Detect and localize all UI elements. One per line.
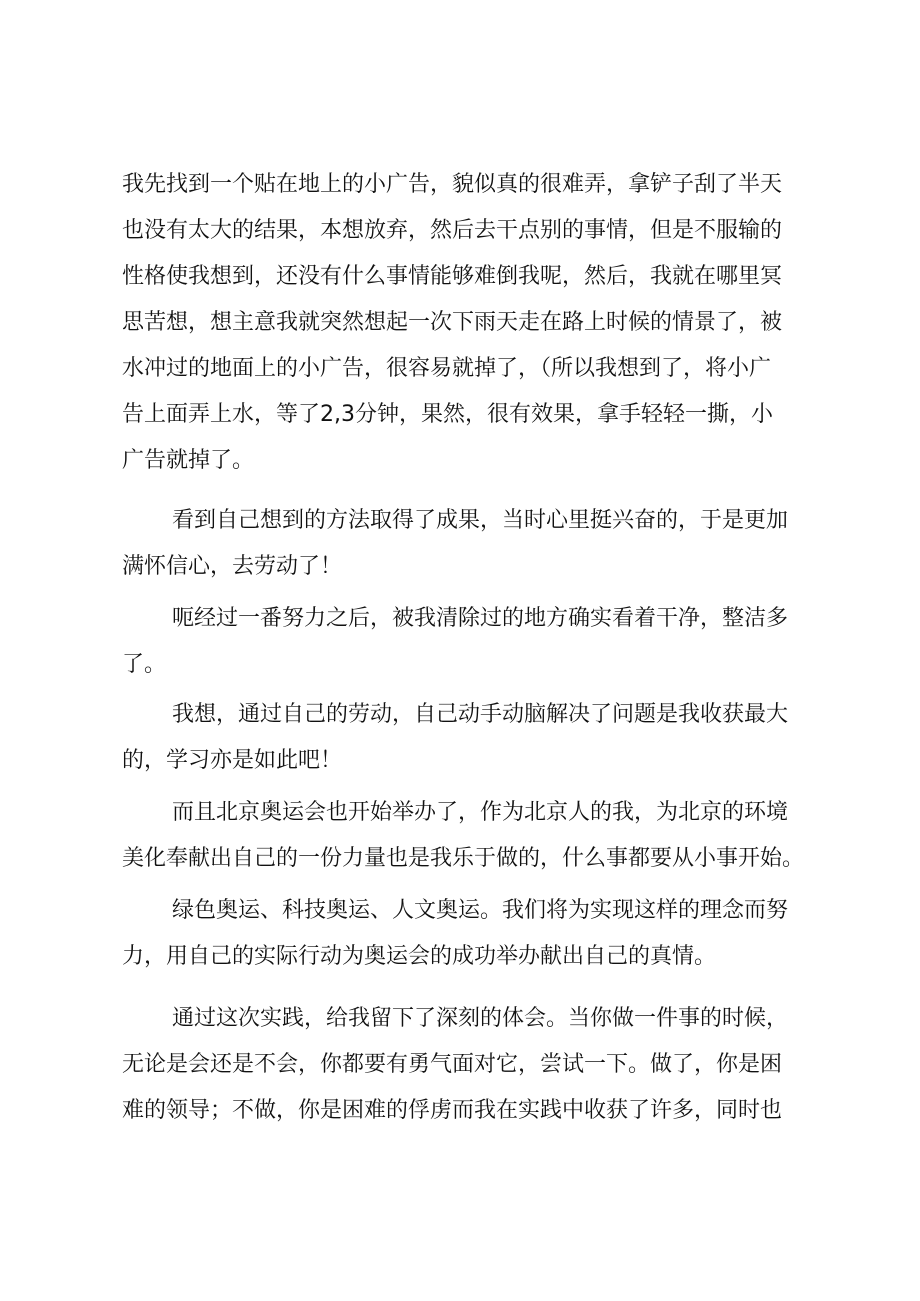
- text-line: 告上面弄上水，等了2,3分钟，果然，很有效果，拿手轻轻一撕，小: [122, 402, 773, 427]
- text-line: 呃经过一番努力之后，被我清除过的地方确实看着干净，整洁多: [172, 606, 789, 631]
- text-line: 广告就掉了。: [122, 448, 255, 473]
- text-line: 美化奉献出自己的一份力量也是我乐于做的，什么事都要从小事开始。: [122, 846, 805, 871]
- text-line: 满怀信心，去劳动了！: [122, 554, 343, 579]
- text-line: 无论是会还是不会，你都要有勇气面对它，尝试一下。做了，你是困: [122, 1052, 783, 1077]
- text-line: 思苦想，想主意我就突然想起一次下雨天走在路上时候的情景了，被: [122, 310, 783, 335]
- text-line: 看到自己想到的方法取得了成果，当时心里挺兴奋的，于是更加: [172, 508, 789, 533]
- text-line: 我先找到一个贴在地上的小广告，貌似真的很难弄，拿铲子刮了半天: [122, 172, 783, 197]
- text-line: 绿色奥运、科技奥运、人文奥运。我们将为实现这样的理念而努: [172, 898, 789, 923]
- text-line: 而且北京奥运会也开始举办了，作为北京人的我，为北京的环境: [172, 800, 789, 825]
- text-line: 力，用自己的实际行动为奥运会的成功举办献出自己的真情。: [122, 944, 717, 969]
- text-line: 性格使我想到，还没有什么事情能够难倒我呢，然后，我就在哪里冥: [122, 264, 783, 289]
- text-line: 了。: [122, 652, 167, 677]
- text-line: 通过这次实践，给我留下了深刻的体会。当你做一件事的时候，: [172, 1006, 789, 1031]
- text-line: 水冲过的地面上的小广告，很容易就掉了，（所以我想到了，将小广: [122, 356, 772, 381]
- text-line: 难的领导；不做，你是困难的俘虏而我在实践中收获了许多，同时也: [122, 1098, 783, 1123]
- text-line: 也没有太大的结果，本想放弃，然后去干点别的事情，但是不服输的: [122, 218, 783, 243]
- text-line: 我想，通过自己的劳动，自己动手动脑解决了问题是我收获最大: [172, 702, 789, 727]
- text-line: 的，学习亦是如此吧！: [122, 748, 343, 773]
